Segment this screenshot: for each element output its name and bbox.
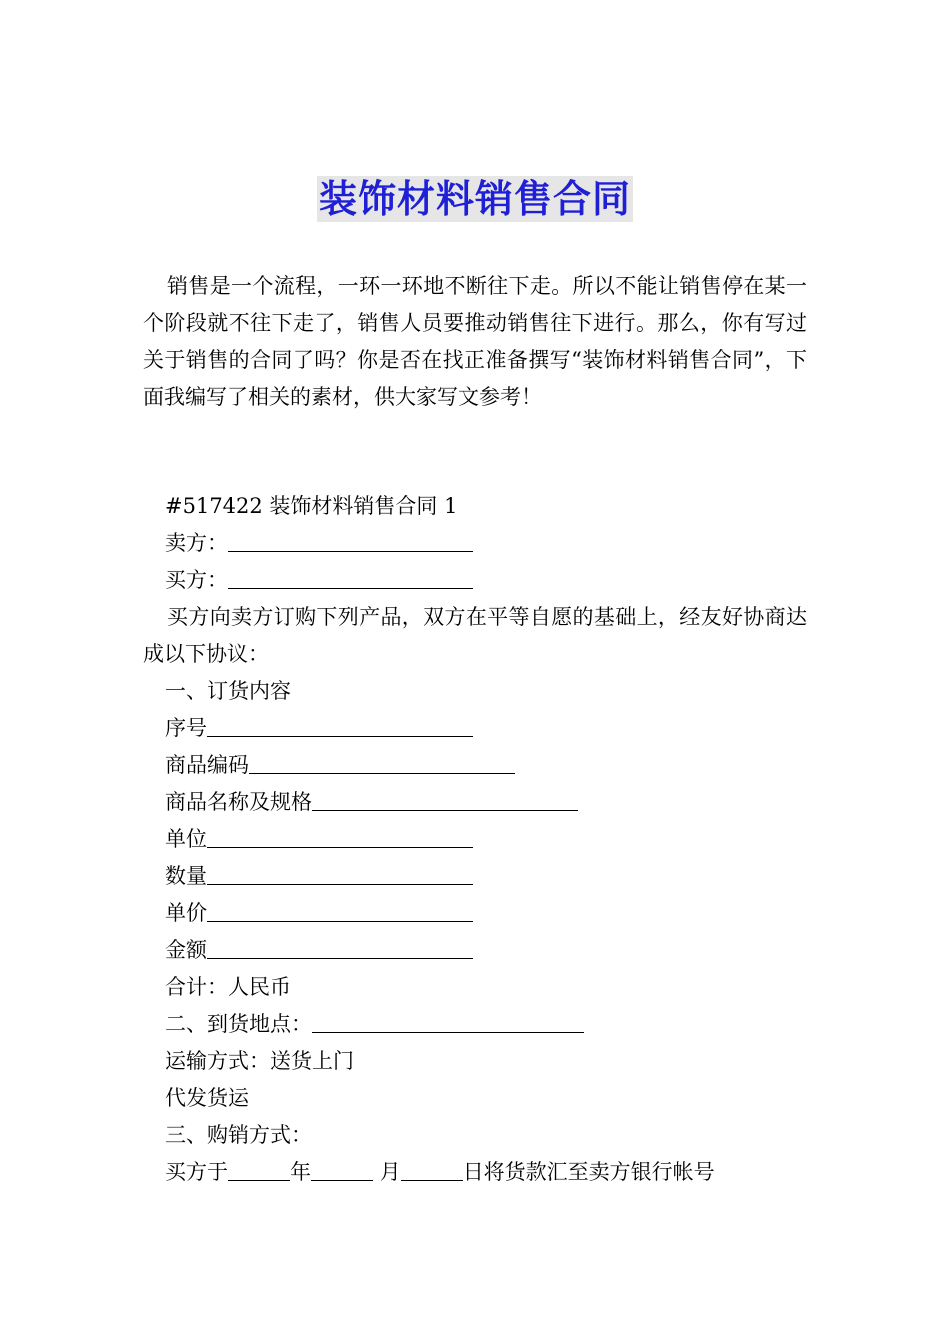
day-suffix: 日将货款汇至卖方银行帐号 — [462, 1160, 715, 1184]
field-label: 单位 — [165, 827, 207, 851]
buyer-blank — [228, 566, 473, 589]
title-container — [0, 176, 950, 222]
transport-option2: 代发货运 — [165, 1086, 249, 1110]
field-label: 序号 — [165, 716, 207, 740]
seller-label: 卖方： — [165, 531, 228, 555]
field-quantity — [143, 858, 807, 895]
month-label: 月 — [379, 1160, 401, 1184]
payment-line — [143, 1154, 807, 1191]
field-blank — [207, 862, 473, 885]
year-blank — [228, 1158, 290, 1181]
year-label: 年 — [290, 1160, 311, 1184]
section2-line — [143, 1006, 807, 1043]
seller-blank — [228, 529, 473, 552]
buyer-label: 买方： — [165, 568, 228, 592]
contract-body — [143, 488, 807, 1191]
field-blank — [207, 714, 473, 737]
field-blank — [249, 751, 515, 774]
field-unit-price — [143, 895, 807, 932]
seller-line — [143, 525, 807, 562]
day-blank — [401, 1158, 463, 1181]
field-label: 商品名称及规格 — [165, 790, 312, 814]
payment-prefix: 买方于 — [165, 1160, 228, 1184]
total-line: 合计：人民币 — [165, 975, 291, 999]
field-blank — [207, 936, 473, 959]
field-product-name-spec — [143, 784, 807, 821]
section3-title: 三、购销方式： — [165, 1123, 312, 1147]
field-label: 商品编码 — [165, 753, 249, 777]
buyer-line — [143, 562, 807, 599]
field-blank — [207, 825, 473, 848]
field-blank — [312, 788, 578, 811]
transport-line: 运输方式：送货上门 — [165, 1049, 354, 1073]
section1-title: 一、订货内容 — [165, 679, 291, 703]
field-serial-no — [143, 710, 807, 747]
field-label: 数量 — [165, 864, 207, 888]
field-blank — [207, 899, 473, 922]
field-label: 金额 — [165, 938, 207, 962]
section2-title: 二、到货地点： — [165, 1012, 312, 1036]
field-amount — [143, 932, 807, 969]
contract-heading: #517422 装饰材料销售合同 1 — [165, 494, 458, 518]
field-label: 单价 — [165, 901, 207, 925]
field-unit — [143, 821, 807, 858]
agreement-paragraph: 买方向卖方订购下列产品，双方在平等自愿的基础上，经友好协商达成以下协议： — [143, 605, 807, 666]
delivery-place-blank — [312, 1010, 584, 1033]
field-product-code — [143, 747, 807, 784]
document-title: 装饰材料销售合同 — [318, 177, 631, 221]
intro-paragraph: 销售是一个流程，一环一环地不断往下走。所以不能让销售停在某一个阶段就不往下走了，销售人员要推动销售往下进行。那么，你有写过关于销售的合同了吗？你是否在找正准备撰写“装饰材料销售合同”，下面我编写了相关的素材，供大家写文参考！ — [143, 274, 807, 409]
month-blank — [311, 1158, 373, 1181]
